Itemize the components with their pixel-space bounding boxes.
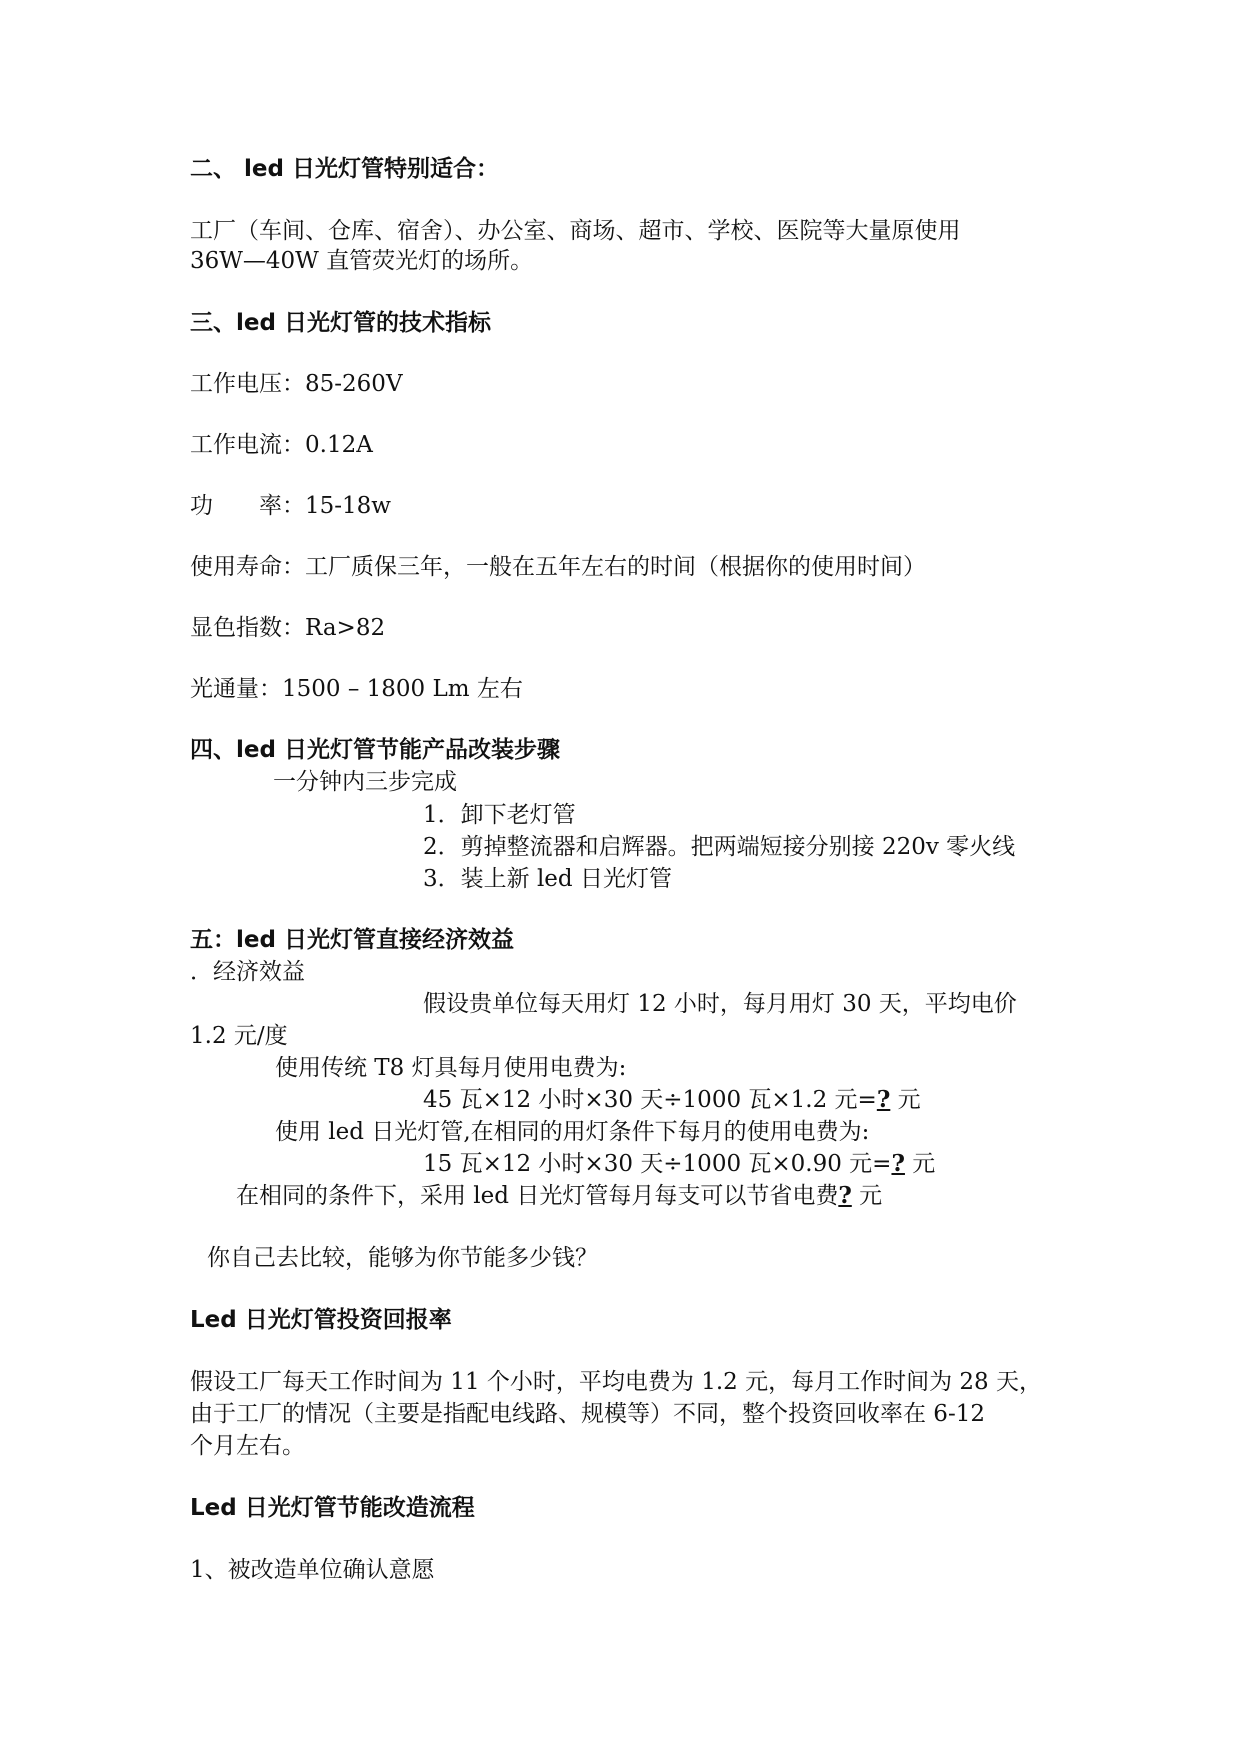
roi-text-line-2: 由于工厂的情况（主要是指配电线路、规模等）不同，整个投资回收率在 6-12: [190, 1401, 985, 1427]
economic-benefit-subheading: ．经济效益: [190, 959, 305, 985]
section-5-heading: 五：led 日光灯管直接经济效益: [190, 927, 514, 953]
section-2-heading: 二、 led 日光灯管特别适合：: [190, 156, 499, 182]
compare-question: 你自己去比较，能够为你节能多少钱？: [207, 1245, 598, 1271]
step-2: 2．剪掉整流器和启辉器。把两端短接分别接 220v 零火线: [423, 834, 1016, 860]
spec-current: 工作电流：0.12A: [190, 432, 373, 458]
savings-line: 在相同的条件下，采用 led 日光灯管每月每支可以节省电费? 元: [236, 1182, 883, 1209]
process-item-1: 1、被改造单位确认意愿: [190, 1557, 435, 1583]
steps-intro: 一分钟内三步完成: [273, 769, 457, 795]
assumption-line-2: 1.2 元/度: [190, 1023, 288, 1049]
suitable-places-line-2: 36W—40W 直管荧光灯的场所。: [190, 248, 534, 274]
process-heading: Led 日光灯管节能改造流程: [190, 1495, 475, 1521]
spec-power: 功 率：15-18w: [190, 493, 391, 519]
spec-flux: 光通量：1500 – 1800 Lm 左右: [190, 676, 523, 702]
section-3-heading: 三、led 日光灯管的技术指标: [190, 310, 491, 336]
spec-life: 使用寿命：工厂质保三年，一般在五年左右的时间（根据你的使用时间）: [190, 554, 926, 580]
step-1: 1．卸下老灯管: [423, 802, 576, 828]
t8-cost-formula: 45 瓦×12 小时×30 天÷1000 瓦×1.2 元=? 元: [423, 1086, 921, 1113]
section-4-heading: 四、led 日光灯管节能产品改装步骤: [190, 737, 560, 763]
t8-cost-unknown: ?: [876, 1086, 891, 1113]
spec-voltage: 工作电压：85-260V: [190, 371, 403, 397]
t8-cost-label: 使用传统 T8 灯具每月使用电费为:: [275, 1055, 627, 1081]
savings-unknown: ?: [838, 1182, 852, 1209]
step-3: 3．装上新 led 日光灯管: [423, 866, 672, 892]
led-cost-unknown: ?: [891, 1150, 905, 1177]
suitable-places-line-1: 工厂（车间、仓库、宿舍）、办公室、商场、超市、学校、医院等大量原使用: [190, 218, 961, 244]
roi-heading: Led 日光灯管投资回报率: [190, 1307, 452, 1333]
roi-text-line-1: 假设工厂每天工作时间为 11 个小时，平均电费为 1.2 元，每月工作时间为 28 天，: [190, 1369, 1042, 1395]
assumption-line-1: 假设贵单位每天用灯 12 小时，每月用灯 30 天，平均电价: [423, 991, 1017, 1017]
led-cost-label: 使用 led 日光灯管,在相同的用灯条件下每月的使用电费为:: [275, 1119, 870, 1145]
spec-cri: 显色指数：Ra>82: [190, 615, 386, 641]
roi-text-line-3: 个月左右。: [190, 1433, 305, 1459]
led-cost-formula: 15 瓦×12 小时×30 天÷1000 瓦×0.90 元=? 元: [423, 1150, 936, 1177]
